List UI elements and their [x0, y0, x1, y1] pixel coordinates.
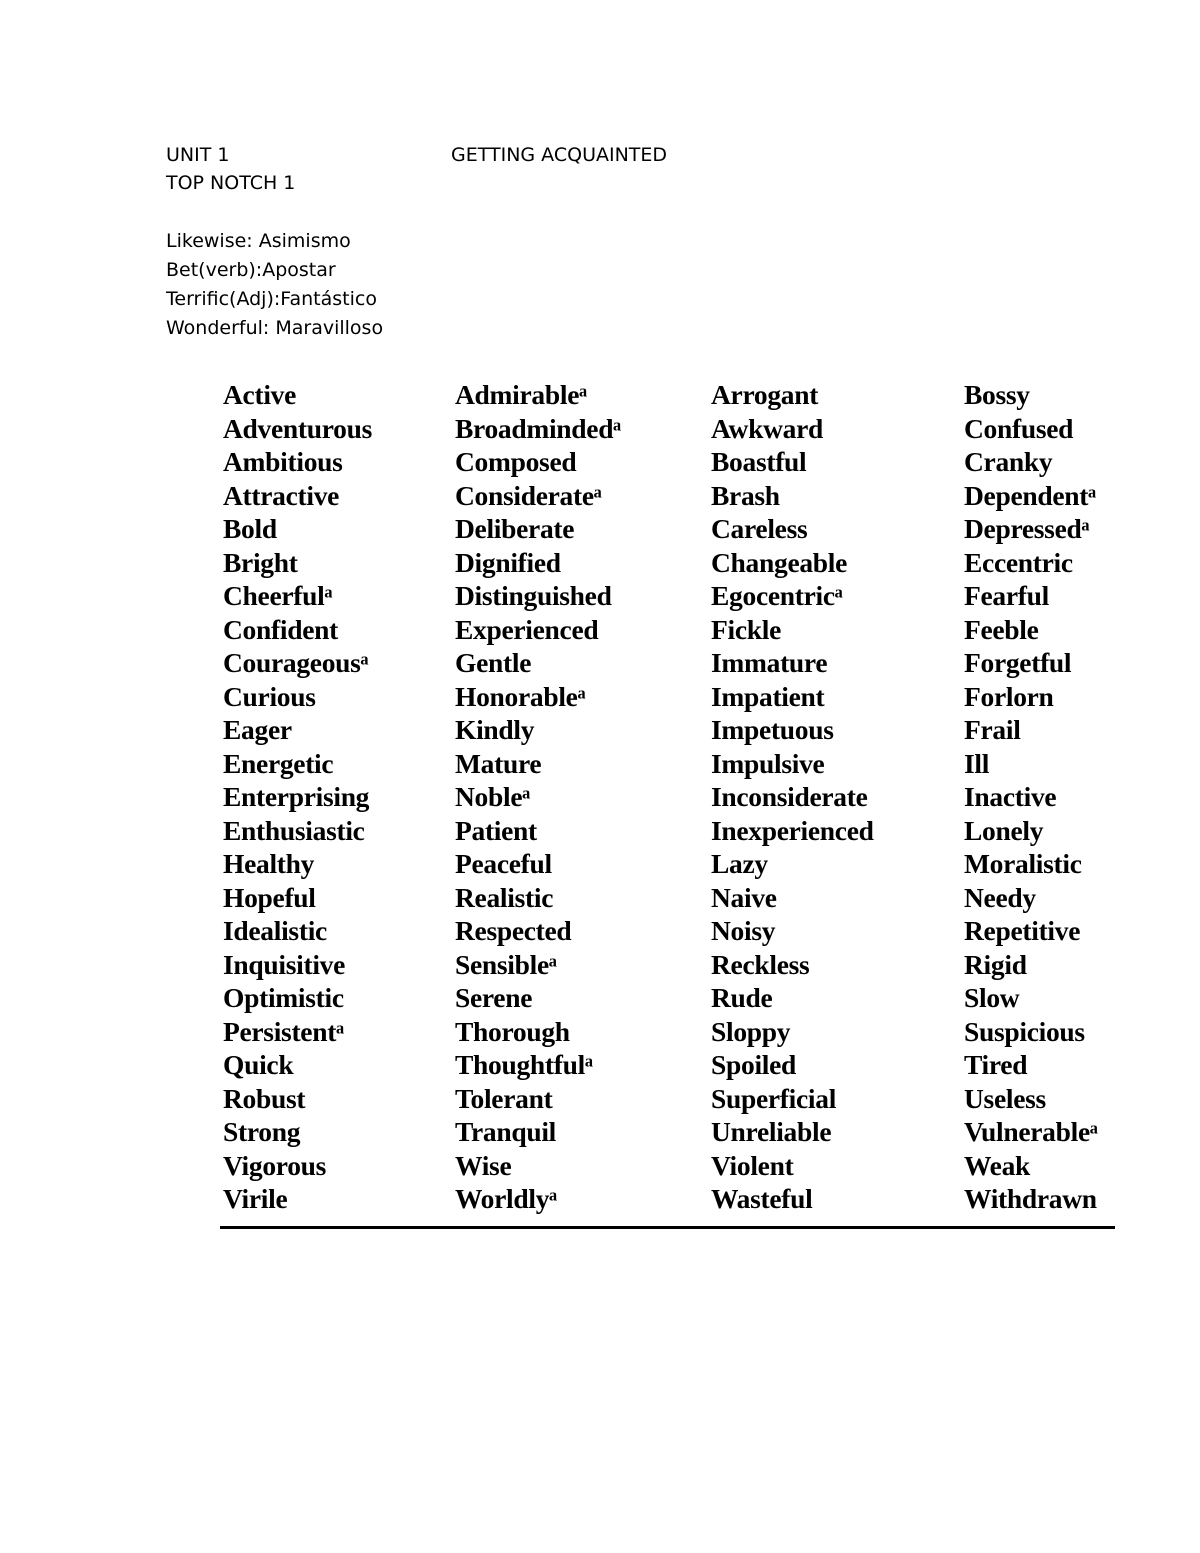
adjective-word: Bright	[223, 546, 298, 578]
adjective-word: Courageousᵃ	[223, 647, 369, 678]
adjective-word: Bold	[223, 513, 277, 544]
adjective-word: Admirableᵃ	[455, 379, 587, 410]
vocabulary-item: Terrific(Adj):Fantástico	[166, 288, 377, 310]
adjective-word: Arrogant	[711, 379, 819, 410]
adjective-word: Egocentricᵃ	[711, 580, 843, 611]
adjective-word: Hopeful	[223, 881, 316, 913]
adjective-word: Distinguished	[455, 580, 612, 611]
adjective-word: Rude	[711, 982, 773, 1013]
adjective-word: Realistic	[455, 881, 554, 913]
adjective-word: Gentle	[455, 647, 532, 678]
adjectives-column	[961, 378, 1115, 1216]
adjective-word: Suspicious	[964, 1015, 1085, 1047]
adjective-word: Useless	[964, 1082, 1046, 1114]
adjective-word: Unreliable	[711, 1116, 832, 1147]
adjective-word: Composed	[455, 446, 577, 477]
adjective-word: Superficial	[711, 1082, 837, 1114]
adjective-word: Honorableᵃ	[455, 680, 586, 712]
adjective-word: Dignified	[455, 546, 561, 578]
adjective-word: Robust	[223, 1082, 306, 1114]
adjective-word: Attractive	[223, 479, 340, 511]
adjective-word: Inquisitive	[223, 948, 346, 980]
adjective-word: Bossy	[964, 379, 1030, 410]
adjectives-column	[455, 378, 711, 1216]
unit-label: UNIT 1	[166, 144, 230, 166]
adjective-word: Sensibleᵃ	[455, 948, 557, 980]
adjective-word: Fickle	[711, 613, 781, 645]
unit-title: GETTING ACQUAINTED	[451, 144, 668, 166]
adjective-word: Healthy	[223, 848, 315, 879]
adjective-word: Weak	[964, 1149, 1031, 1181]
adjective-word: Needy	[964, 881, 1036, 913]
adjective-word: Moralistic	[964, 848, 1082, 879]
adjective-word: Respected	[455, 915, 572, 946]
adjective-word: Impulsive	[711, 747, 825, 779]
adjective-word: Considerateᵃ	[455, 479, 602, 511]
adjective-word: Careless	[711, 513, 808, 544]
adjective-word: Nobleᵃ	[455, 781, 530, 812]
adjective-word: Wasteful	[711, 1183, 813, 1214]
adjective-word: Inexperienced	[711, 814, 874, 846]
adjective-word: Vulnerableᵃ	[964, 1116, 1098, 1147]
adjective-word: Enterprising	[223, 781, 370, 812]
adjective-word: Lazy	[711, 848, 768, 879]
adjective-word: Noisy	[711, 915, 776, 946]
adjective-word: Sloppy	[711, 1015, 791, 1047]
adjective-word: Spoiled	[711, 1049, 797, 1080]
adjective-word: Ambitious	[223, 446, 343, 477]
adjective-word: Cheerfulᵃ	[223, 580, 333, 611]
adjective-word: Inactive	[964, 781, 1057, 812]
adjective-word: Depressedᵃ	[964, 513, 1090, 544]
book-label: TOP NOTCH 1	[166, 172, 296, 194]
adjective-word: Persistentᵃ	[223, 1015, 344, 1047]
adjective-word: Ill	[964, 747, 990, 779]
adjective-word: Curious	[223, 680, 316, 712]
adjective-word: Kindly	[455, 714, 535, 745]
adjective-word: Inconsiderate	[711, 781, 868, 812]
adjective-word: Adventurous	[223, 412, 373, 444]
adjective-word: Changeable	[711, 546, 848, 578]
adjective-word: Enthusiastic	[223, 814, 365, 846]
adjective-word: Violent	[711, 1149, 794, 1181]
vocabulary-item: Wonderful: Maravilloso	[166, 317, 384, 339]
adjective-word: Broadmindedᵃ	[455, 412, 621, 444]
adjective-word: Immature	[711, 647, 828, 678]
vocabulary-item: Bet(verb):Apostar	[166, 259, 336, 281]
adjective-word: Energetic	[223, 747, 334, 779]
adjective-word: Cranky	[964, 446, 1053, 477]
adjective-word: Serene	[455, 982, 533, 1013]
adjective-word: Vigorous	[223, 1149, 327, 1181]
adjective-word: Impetuous	[711, 714, 834, 745]
adjective-word: Experienced	[455, 613, 599, 645]
adjective-word: Mature	[455, 747, 542, 779]
adjective-word: Repetitive	[964, 915, 1081, 946]
adjective-word: Withdrawn	[964, 1183, 1097, 1214]
adjective-word: Impatient	[711, 680, 825, 712]
adjective-word: Virile	[223, 1183, 288, 1214]
adjective-word: Peaceful	[455, 848, 552, 879]
adjective-word: Eager	[223, 714, 292, 745]
adjective-word: Idealistic	[223, 915, 327, 946]
adjectives-table	[220, 378, 1115, 1229]
adjective-word: Brash	[711, 479, 780, 511]
adjective-word: Worldlyᵃ	[455, 1183, 557, 1214]
adjective-word: Tranquil	[455, 1116, 557, 1147]
adjective-word: Boastful	[711, 446, 807, 477]
adjective-word: Tired	[964, 1049, 1028, 1080]
vocabulary-item: Likewise: Asimismo	[166, 230, 351, 252]
adjective-word: Forgetful	[964, 647, 1072, 678]
adjective-word: Thorough	[455, 1015, 570, 1047]
adjective-word: Fearful	[964, 580, 1049, 611]
adjective-word: Confident	[223, 613, 338, 645]
adjective-word: Feeble	[964, 613, 1039, 645]
adjective-word: Active	[223, 379, 297, 410]
adjectives-column	[711, 378, 961, 1216]
adjective-word: Tolerant	[455, 1082, 553, 1114]
adjective-word: Forlorn	[964, 680, 1054, 712]
adjective-word: Rigid	[964, 948, 1027, 980]
adjective-word: Deliberate	[455, 513, 575, 544]
adjectives-column	[220, 378, 455, 1216]
vocabulary-list	[166, 227, 383, 343]
adjective-word: Optimistic	[223, 982, 344, 1013]
adjective-word: Quick	[223, 1049, 294, 1080]
adjective-word: Wise	[455, 1149, 512, 1181]
adjective-word: Thoughtfulᵃ	[455, 1049, 593, 1080]
adjective-word: Strong	[223, 1116, 301, 1147]
adjective-word: Slow	[964, 982, 1020, 1013]
adjective-word: Eccentric	[964, 546, 1073, 578]
adjective-word: Reckless	[711, 948, 810, 980]
adjective-word: Naive	[711, 881, 777, 913]
adjective-word: Frail	[964, 714, 1021, 745]
adjective-word: Awkward	[711, 412, 823, 444]
adjective-word: Confused	[964, 412, 1074, 444]
adjective-word: Patient	[455, 814, 537, 846]
adjective-word: Lonely	[964, 814, 1044, 846]
adjective-word: Dependentᵃ	[964, 479, 1096, 511]
